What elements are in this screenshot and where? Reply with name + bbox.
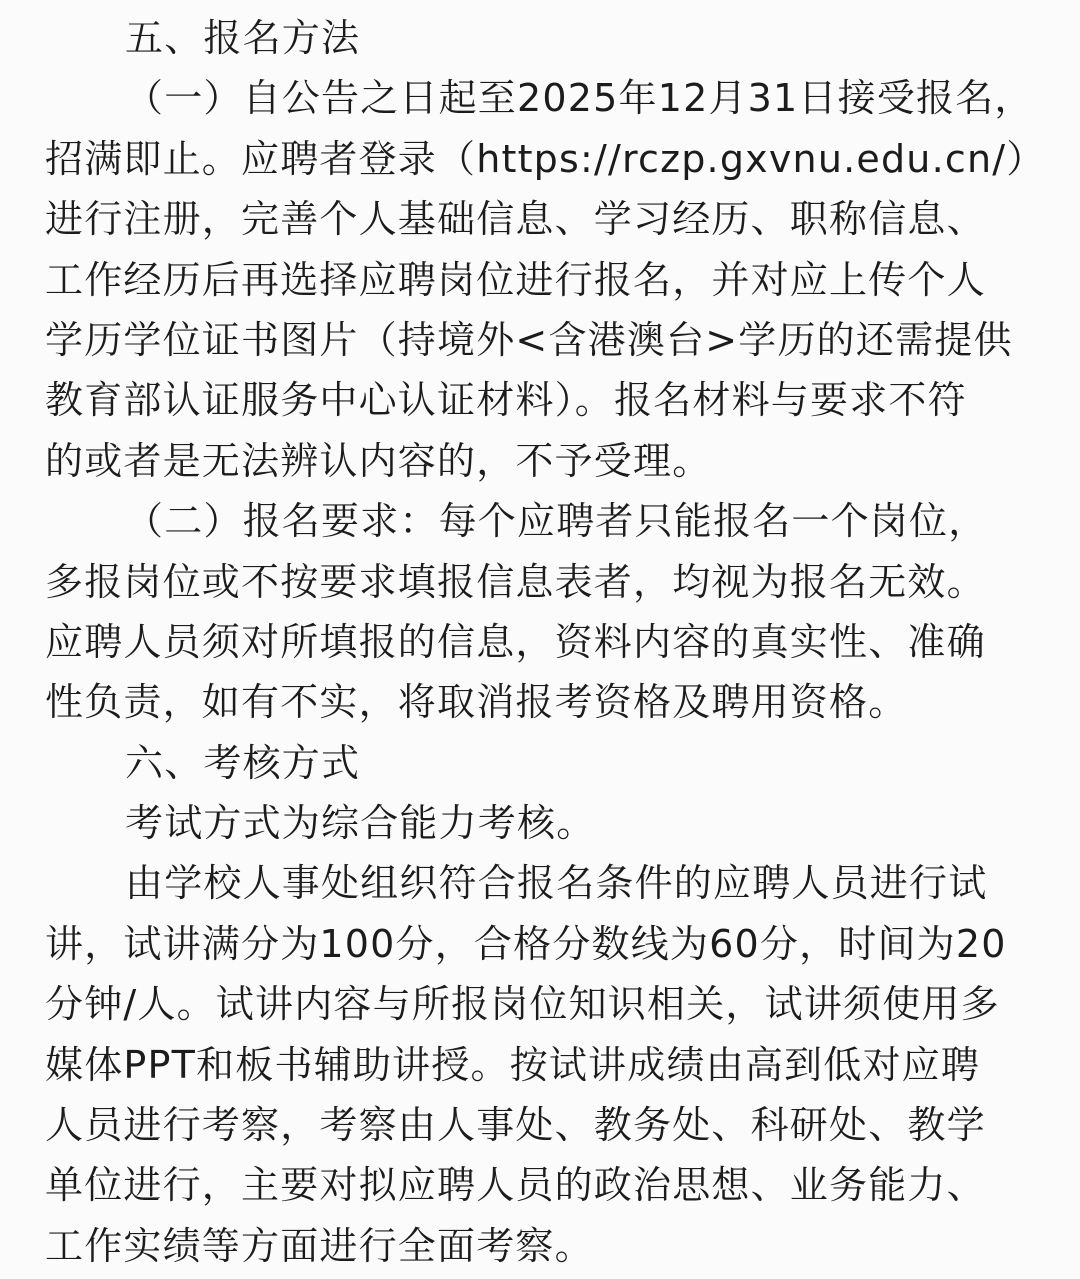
paragraph-line: 工作实绩等方面进行全面考察。 <box>45 1223 594 1268</box>
paragraph-line: 媒体PPT和板书辅助讲授。按试讲成绩由高到低对应聘 <box>45 1042 981 1087</box>
paragraph-line: 分钟/人。试讲内容与所报岗位知识相关，试讲须使用多 <box>45 982 1000 1027</box>
paragraph-line: 讲，试讲满分为100分，合格分数线为60分，时间为20 <box>45 921 1007 966</box>
paragraph-line: 性负责，如有不实，将取消报考资格及聘用资格。 <box>45 680 908 725</box>
paragraph-line: 学历学位证书图片（持境外<含港澳台>学历的还需提供 <box>45 317 1013 362</box>
paragraph-line: （一）自公告之日起至2025年12月31日接受报名， <box>125 76 1034 121</box>
paragraph-line: 多报岗位或不按要求填报信息表者，均视为报名无效。 <box>45 559 986 604</box>
paragraph-line: 的或者是无法辨认内容的，不予受理。 <box>45 438 712 483</box>
paragraph-line: 教育部认证服务中心认证材料）。报名材料与要求不符 <box>45 378 967 423</box>
section-heading-assessment: 六、考核方式 <box>125 740 361 785</box>
paragraph-line: 由学校人事处组织符合报名条件的应聘人员进行试 <box>125 861 988 906</box>
section-heading-registration: 五、报名方法 <box>125 16 361 60</box>
paragraph-line: （二）报名要求：每个应聘者只能报名一个岗位， <box>125 499 988 544</box>
paragraph-line: 人员进行考察，考察由人事处、教务处、科研处、教学 <box>45 1103 986 1148</box>
paragraph-line: 应聘人员须对所填报的信息，资料内容的真实性、准确 <box>45 619 986 664</box>
paragraph-line: 考试方式为综合能力考核。 <box>125 801 596 846</box>
paragraph-line: 进行注册，完善个人基础信息、学习经历、职称信息、 <box>45 197 986 242</box>
paragraph-line: 工作经历后再选择应聘岗位进行报名，并对应上传个人 <box>45 257 986 302</box>
paragraph-line: 单位进行，主要对拟应聘人员的政治思想、业务能力、 <box>45 1163 986 1208</box>
paragraph-line-url: 招满即止。应聘者登录（https://rczp.gxvnu.edu.cn/） <box>45 136 1046 181</box>
